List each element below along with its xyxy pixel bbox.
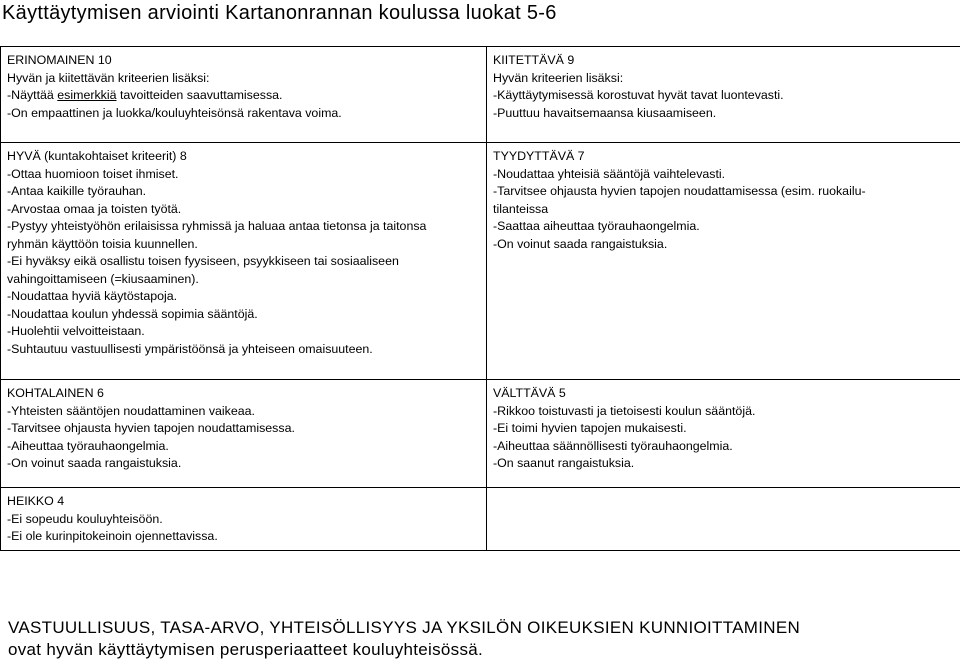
criterion-item: -Rikkoo toistuvasti ja tietoisesti koulun sääntöjä. [493,403,756,418]
table-row [1,143,960,380]
criterion-item: -Noudattaa koulun yhdessä sopimia sääntöjä. [7,306,258,321]
criterion-item: -On saanut rangaistuksia. [493,456,635,470]
criterion-text: -Näyttää [7,88,58,102]
footer-line: VASTUULLISUUS, TASA-ARVO, YHTEISÖLLISYYS JA YKSILÖN OIKEUKSIEN KUNNIOITTAMINEN [8,618,801,637]
grade-cell-7 [487,143,960,380]
grade-heading: KIITETTÄVÄ 9 [493,53,575,67]
criterion-item: -Ottaa huomioon toiset ihmiset. [7,166,179,181]
criterion-item: -Puuttuu havaitsemaansa kiusaamiseen. [493,105,717,120]
grade-heading: TYYDYTTÄVÄ 7 [493,149,585,163]
grade-cell-8 [1,143,487,380]
table-row [1,380,960,488]
criterion-item: -Tarvitsee ohjausta hyvien tapojen noudattamisessa (esim. ruokailu- [493,184,866,198]
criterion-item: -Ei ole kurinpitokeinoin ojennettavissa. [7,529,218,543]
grade-subheading: Hyvän ja kiitettävän kriteerien lisäksi: [7,70,210,85]
table-row [1,47,960,143]
criterion-item: -Tarvitsee ohjausta hyvien tapojen noudattamisessa. [7,421,295,435]
criterion-item: -Saattaa aiheuttaa työrauhaongelmia. [493,219,700,233]
grade-heading: HYVÄ (kuntakohtaiset kriteerit) 8 [7,149,187,163]
criterion-item: -Huolehtii velvoitteistaan. [7,324,145,338]
criterion-item: -Käyttäytymisessä korostuvat hyvät tavat luontevasti. [493,88,784,102]
criterion-item: -Antaa kaikille työrauhan. [7,184,147,198]
criterion-item: -Suhtautuu vastuullisesti ympäristöönsä ja yhteiseen omaisuuteen. [7,341,373,356]
criterion-item: -Ei sopeudu kouluyhteisöön. [7,511,163,526]
criterion-item: vahingoittamiseen (=kiusaaminen). [7,271,199,286]
grade-cell-10 [1,47,487,143]
page-title: Käyttäytymisen arviointi Kartanonrannan koulussa luokat 5-6 [2,2,557,24]
grade-heading: VÄLTTÄVÄ 5 [493,386,566,400]
criterion-item: -Ei hyväksy eikä osallistu toisen fyysiseen, psyykkiseen tai sosiaaliseen [7,254,399,268]
criterion-item: -Noudattaa yhteisiä sääntöjä vaihtelevasti. [493,166,726,181]
criterion-text: tavoitteiden saavuttamisessa. [116,88,283,102]
grade-subheading: Hyvän kriteerien lisäksi: [493,70,624,85]
criterion-item: ryhmän käyttöön toisia kuunnellen. [7,236,198,251]
grading-criteria-table [0,46,960,551]
criterion-item: -Yhteisten sääntöjen noudattaminen vaikeaa. [7,403,255,418]
criterion-item [7,87,486,105]
grade-cell-4 [1,488,487,551]
grade-cell-9 [487,47,960,143]
criterion-item: -Pystyy yhteistyöhön erilaisissa ryhmissä ja haluaa antaa tietonsa ja taitonsa [7,219,427,233]
grade-heading: KOHTALAINEN 6 [7,386,104,400]
criterion-item: -Arvostaa omaa ja toisten työtä. [7,201,182,216]
criterion-item: -Noudattaa hyviä käytöstapoja. [7,289,178,303]
criterion-item: -On voinut saada rangaistuksia. [493,236,668,251]
criterion-item: -Aiheuttaa säännöllisesti työrauhaongelmia. [493,438,733,453]
criterion-item: -Ei toimi hyvien tapojen mukaisesti. [493,421,687,435]
criterion-item: -Aiheuttaa työrauhaongelmia. [7,438,169,453]
grade-heading: ERINOMAINEN 10 [7,53,112,67]
criterion-item: tilanteissa [493,201,549,216]
principles-footer [8,617,800,661]
empty-cell [487,488,960,551]
grade-cell-6 [1,380,487,488]
table-row [1,488,960,551]
criterion-item: -On voinut saada rangaistuksia. [7,456,182,470]
grade-cell-5 [487,380,960,488]
criterion-item: -On empaattinen ja luokka/kouluyhteisönsä rakentava voima. [7,105,342,120]
grade-heading: HEIKKO 4 [7,494,65,508]
footer-line: ovat hyvän käyttäytymisen perusperiaatteet kouluyhteisössä. [8,640,484,659]
underlined-word: esimerkkiä [57,88,117,102]
